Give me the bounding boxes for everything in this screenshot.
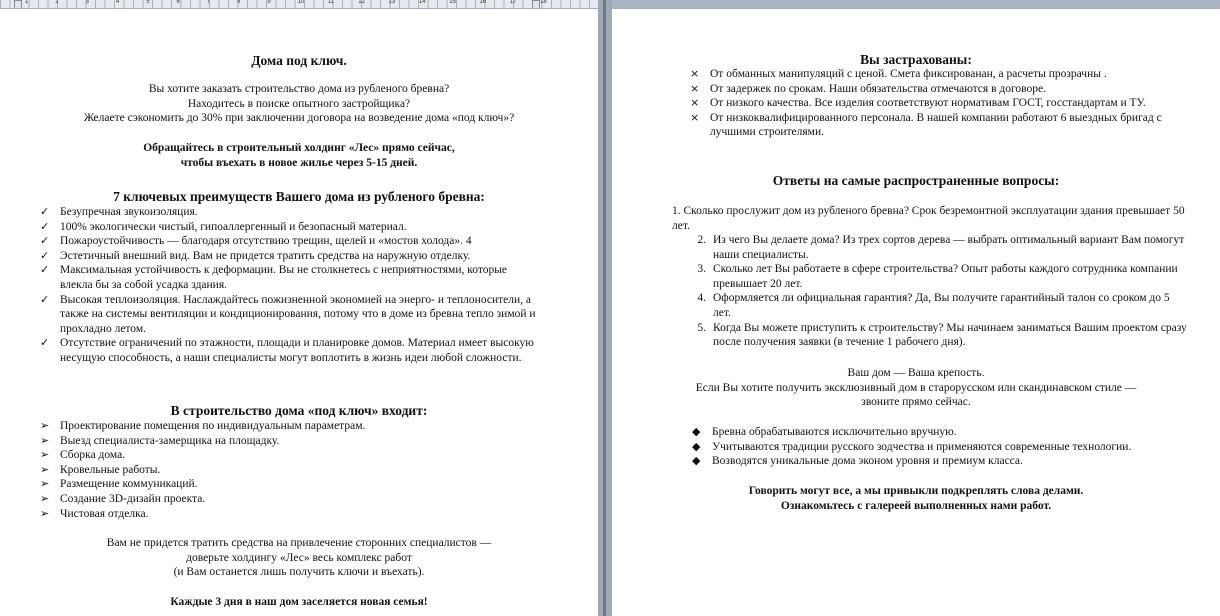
ruler-number: 7 — [206, 0, 211, 5]
ruler-number: 3 — [85, 0, 89, 5]
check-icon: ✓ — [40, 263, 50, 277]
features-list — [692, 425, 1192, 469]
list-item: 3. Сколько лет Вы работаете в сфере строительства? Опыт работы каждого сотрудника компании превышает 20 лет. — [697, 263, 1178, 290]
list-item: ➢ Создание 3D-дизайн проекта. — [40, 491, 206, 505]
list-item: × От обманных манипуляций с ценой. Смета фиксированан, а расчеты прозрачны . — [690, 67, 1107, 80]
ruler-number: 14 — [418, 0, 426, 5]
advantages-heading: 7 ключевых преимуществ Вашего дома из рубленого бревна: — [113, 189, 485, 204]
list-item: ◆ Бревна обрабатываются исключительно вручную. — [692, 425, 957, 438]
list-item: ➢ Выезд специалиста-замерщика на площадку. — [40, 433, 280, 447]
arrow-icon: ➢ — [40, 448, 50, 462]
title-heading: Дома под ключ. — [251, 53, 347, 68]
arrow-icon: ➢ — [40, 419, 50, 432]
intro-line: Желаете сэкономить до 30% при заключении договора на возведение дома «под ключ»? — [83, 112, 515, 125]
ruler-number: 1 — [25, 0, 29, 5]
list-item: ✓ Безупречная звукоизоляция. — [40, 205, 198, 218]
ruler-number: 8 — [237, 0, 241, 5]
intro-line: Находитесь в поиске опытного застройщика? — [187, 97, 411, 110]
arrow-icon: ➢ — [40, 506, 50, 520]
list-item: ➢ Проектирование помещения по индивидуальным параметрам. — [40, 419, 366, 432]
ruler-number: 10 — [297, 0, 305, 5]
list-item: ✓ Пожароустойчивость — благодаря отсутствию трещин, щелей и «мостов холода». 4 — [40, 234, 472, 248]
advantages-list — [40, 205, 542, 366]
arrow-icon: ➢ — [40, 491, 50, 505]
ruler-number: 2 — [55, 0, 59, 5]
list-item: ✓ 100% экологически чистый, гипоаллергенный и безопасный материал. — [40, 219, 407, 233]
slogan-paragraph — [612, 366, 1220, 410]
insured-list — [690, 67, 1190, 140]
list-item: 4. Оформляется ли официальная гарантия? Да, Вы получите гарантийный талон со сроком до 5 лет. — [697, 292, 1170, 319]
closing-line: Каждые 3 дня в наш дом заселяется новая семья! — [170, 596, 428, 608]
arrow-icon: ➢ — [40, 477, 50, 491]
list-item: ➢ Сборка дома. — [40, 448, 126, 462]
cta-line: Обращайтесь в строительный холдинг «Лес» прямо сейчас, — [143, 142, 455, 154]
includes-heading: В строительство дома «под ключ» входит: — [170, 403, 428, 418]
list-item: ➢ Кровельные работы. — [40, 462, 161, 476]
faq-first-item: 1. Сколько прослужит дом из рубленого бревна? Срок безремонтной эксплуатации здания превышает 50 лет. — [672, 205, 1185, 232]
faq-heading: Ответы на самые распространенные вопросы: — [772, 173, 1060, 188]
slogan-line: Если Вы хотите получить эксклюзивный дом в старорусском или скандинавском стиле — — [695, 381, 1137, 394]
outro-line: доверьте холдингу «Лес» весь комплекс работ — [186, 551, 412, 564]
list-item: ✓ Отсутствие ограничений по этажности, площади и планировке домов. Материал имеет высокую несущую способность, а наши специалисты могут воплотить в жизнь идеи любой сложности. — [40, 336, 534, 364]
cta-line: чтобы въехать в новое жилье через 5-15 дней. — [180, 156, 418, 169]
cross-icon: × — [690, 67, 700, 80]
ruler-number: 9 — [267, 0, 271, 5]
ruler-number: 5 — [146, 0, 150, 5]
cross-icon: × — [690, 96, 700, 110]
outro-paragraph — [0, 536, 598, 580]
ruler-number: 4 — [115, 0, 120, 5]
closing-paragraph — [612, 484, 1220, 513]
check-icon: ✓ — [40, 336, 50, 350]
slogan-line: звоните прямо сейчас. — [861, 396, 971, 409]
ruler-number: 16 — [479, 0, 487, 5]
diamond-icon: ◆ — [692, 439, 701, 453]
check-icon: ✓ — [40, 234, 50, 248]
left-indent-marker[interactable] — [14, 0, 22, 9]
diamond-icon: ◆ — [692, 425, 701, 438]
insured-heading: Вы застрахованы: — [860, 52, 972, 67]
right-indent-marker[interactable] — [532, 0, 540, 9]
list-item: ✓ Максимальная устойчивость к деформации. Вы не столкнетесь с неприятностями, которые влекла бы за собой усадка здания. — [40, 263, 508, 291]
check-icon: ✓ — [40, 248, 50, 262]
ruler-number: 15 — [449, 0, 456, 5]
list-item: 5. Когда Вы можете приступить к строительству? Мы начинаем заниматься Вашим проектом сразу после получения заявки (в течение 1 рабочего дня). — [697, 321, 1187, 349]
list-item: ◆ Возводятся уникальные дома эконом уровня и премиум класса. — [692, 454, 1023, 468]
slogan-line: Ваш дом — Ваша крепость. — [847, 367, 985, 379]
list-item: ◆ Учитываются традиции русского зодчества и применяются современные технологии. — [692, 439, 1132, 453]
list-item: × От низкоквалифицированного персонала. В нашей компании работают 6 выездных бригад с лучшими строителями. — [690, 110, 1162, 139]
list-item: × От задержек по срокам. Наши обязательства отмечаются в договоре. — [690, 81, 1046, 95]
check-icon: ✓ — [40, 292, 50, 306]
ruler-number: 17 — [509, 0, 517, 5]
list-item: × От низкого качества. Все изделия соответствуют нормативам ГОСТ, госстандартам и ТУ. — [690, 96, 1146, 110]
cross-icon: × — [690, 81, 700, 95]
check-icon: ✓ — [40, 205, 50, 218]
arrow-icon: ➢ — [40, 433, 50, 447]
page-divider — [598, 0, 612, 616]
list-item: ✓ Эстетичный внешний вид. Вам не придется тратить средства на наружную отделку. — [40, 248, 471, 262]
includes-list — [40, 419, 542, 521]
outro-line: (и Вам останется лишь получить ключи и въехать). — [173, 566, 425, 579]
ruler-number: 6 — [176, 0, 180, 5]
intro-line: Вы хотите заказать строительство дома из рубленого бревна? — [148, 83, 450, 95]
faq-list — [690, 233, 1190, 350]
document-page-left[interactable] — [0, 9, 598, 616]
ruler-number: 18 — [540, 0, 547, 5]
outro-line: Вам не придется тратить средства на привлечение сторонних специалистов — — [106, 537, 492, 549]
horizontal-ruler[interactable] — [0, 0, 598, 9]
ruler-number: 11 — [328, 0, 335, 5]
list-item: ✓ Высокая теплоизоляция. Наслаждайтесь пожизненной экономией на энерго- и теплоносители, а также на системы вентиляции и кондиционирования, потому что в доме из бревна тепло зимой и прохладно летом. — [40, 292, 536, 335]
document-page-right[interactable] — [612, 9, 1220, 616]
intro-paragraph — [0, 82, 598, 126]
ruler-number: 13 — [388, 0, 396, 5]
list-item: ➢ Размещение коммуникаций. — [40, 477, 198, 491]
call-to-action — [0, 141, 598, 170]
cross-icon: × — [690, 110, 700, 124]
check-icon: ✓ — [40, 219, 50, 233]
closing-line: Говорить могут все, а мы привыкли подкреплять слова делами. — [748, 485, 1084, 497]
list-item: ➢ Чистовая отделка. — [40, 506, 149, 520]
ruler-number: 12 — [358, 0, 365, 5]
list-item: 2. Из чего Вы делаете дома? Из трех сортов дерева — выбрать оптимальный вариант Вам помогут наши специалисты. — [697, 234, 1185, 261]
arrow-icon: ➢ — [40, 462, 50, 476]
closing-line: Ознакомьтесь с галереей выполненных нами работ. — [780, 499, 1052, 512]
diamond-icon: ◆ — [692, 454, 701, 468]
